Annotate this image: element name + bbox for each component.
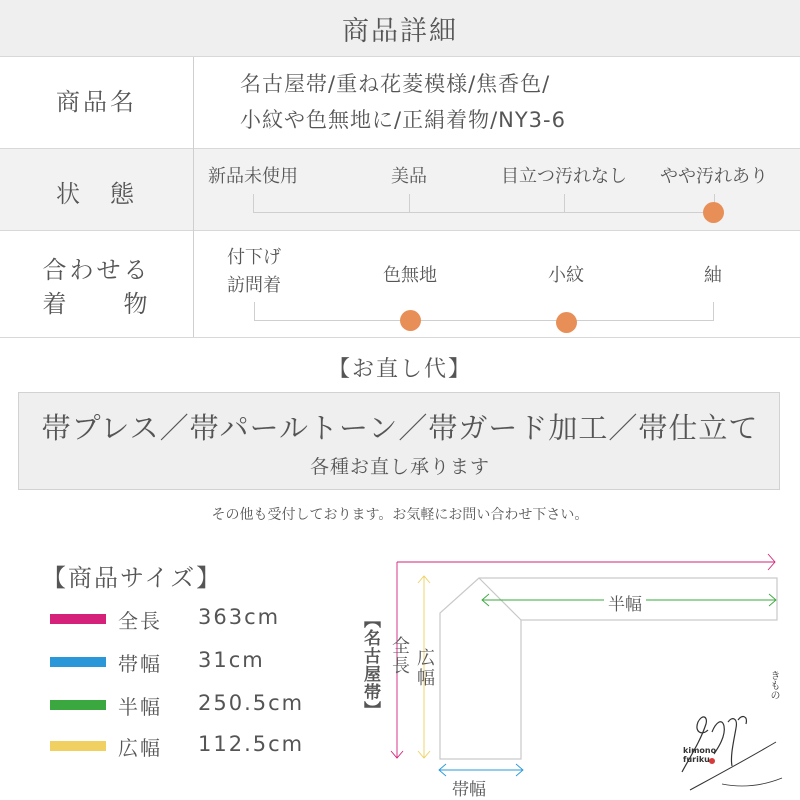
matching-scale-line bbox=[254, 320, 714, 321]
size-value-wide-width: 112.5cm bbox=[198, 732, 305, 756]
matching-label-line2: 着 物 bbox=[42, 290, 151, 318]
matching-option-line1: 付下げ bbox=[227, 247, 281, 268]
repair-subtitle: 各種お直し承ります bbox=[309, 456, 490, 478]
size-swatch-total bbox=[50, 614, 106, 624]
matching-tick bbox=[713, 302, 714, 320]
matching-label-line1: 合わせる bbox=[42, 256, 151, 284]
logo-text bbox=[683, 746, 716, 764]
condition-option-slight-stains: やや汚れあり bbox=[660, 166, 768, 187]
size-name-obi-width: 帯幅 bbox=[118, 652, 162, 676]
matching-option-tsumugi: 紬 bbox=[704, 265, 722, 286]
size-title: 【商品サイズ】 bbox=[42, 564, 223, 592]
size-swatch-wide-width bbox=[50, 741, 106, 751]
matching-tick bbox=[254, 302, 255, 320]
condition-tick bbox=[409, 194, 410, 212]
size-name-wide-width: 広幅 bbox=[118, 736, 162, 760]
matching-selected-marker-komon bbox=[556, 312, 577, 333]
size-swatch-obi-width bbox=[50, 657, 106, 667]
matching-label bbox=[0, 253, 193, 321]
condition-tick bbox=[253, 194, 254, 212]
table-divider bbox=[193, 57, 194, 337]
condition-scale-line bbox=[253, 212, 714, 213]
product-name-line1: 名古屋帯/重ね花菱模様/焦香色/ bbox=[240, 72, 551, 96]
condition-selected-marker bbox=[703, 202, 724, 223]
size-value-obi-width: 31cm bbox=[198, 648, 265, 672]
logo-kana: きもの bbox=[768, 670, 779, 700]
product-name-line2: 小紋や色無地に/正絹着物/NY3-6 bbox=[240, 108, 566, 132]
diagram-total-length-label: 全長 bbox=[389, 636, 410, 676]
matching-option-komon: 小紋 bbox=[548, 265, 584, 286]
size-value-half-width: 250.5cm bbox=[198, 691, 305, 715]
logo-brush-stroke bbox=[738, 717, 746, 724]
condition-option-new: 新品未使用 bbox=[208, 166, 298, 187]
logo-brush-stroke bbox=[728, 719, 736, 766]
diagram-half-width-label: 半幅 bbox=[604, 590, 646, 615]
diagram-obi-width-label: 帯幅 bbox=[452, 780, 486, 800]
size-name-total: 全長 bbox=[118, 609, 162, 633]
contact-note: その他も受付しております。お気軽にお問い合わせ下さい。 bbox=[211, 507, 589, 523]
diagram-wide-width-label: 広幅 bbox=[414, 648, 435, 688]
condition-option-no-stains: 目立つ汚れなし bbox=[501, 166, 627, 187]
page-title: 商品詳細 bbox=[0, 0, 800, 57]
size-swatch-half-width bbox=[50, 700, 106, 710]
matching-selected-marker-iromuji bbox=[400, 310, 421, 331]
obi-fold-line bbox=[479, 578, 521, 620]
logo-latin2: furiku bbox=[683, 755, 710, 764]
diagram-type-label: 【名古屋帯】 bbox=[360, 611, 380, 719]
matching-option-iromuji: 色無地 bbox=[383, 265, 437, 286]
matching-option-tsukesage bbox=[227, 244, 281, 300]
product-name-value bbox=[240, 66, 566, 138]
size-value-total: 363cm bbox=[198, 605, 281, 629]
condition-option-excellent: 美品 bbox=[391, 166, 427, 187]
product-name-label: 商品名 bbox=[56, 88, 137, 116]
repair-services: 帯プレス／帯パールトーン／帯ガード加工／帯仕立て bbox=[41, 411, 759, 445]
size-name-half-width: 半幅 bbox=[118, 695, 162, 719]
repair-title: 【お直し代】 bbox=[327, 357, 472, 382]
condition-label: 状 態 bbox=[56, 180, 137, 208]
matching-option-line2: 訪問着 bbox=[227, 275, 281, 296]
logo-brush-stroke bbox=[722, 778, 782, 786]
logo-latin1: kimono bbox=[683, 746, 717, 755]
condition-tick bbox=[564, 194, 565, 212]
